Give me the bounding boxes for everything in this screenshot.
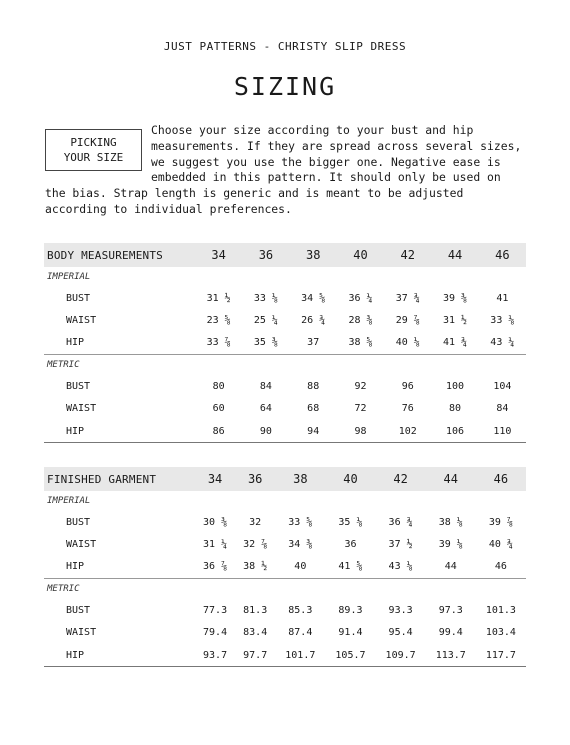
value-cell: 98 [337,420,384,443]
value-cell: 77.3 [203,604,228,616]
value-cell: 76 [401,403,414,415]
value-cell: 80 [212,380,225,392]
row-label-hip: HIP [66,337,85,349]
table-row [44,644,526,667]
unit-row-imperial [44,267,526,287]
value-cell: 84 [259,380,272,392]
value-cell: 88 [307,380,320,392]
table-row [44,599,526,621]
body-measurements-table [44,243,526,443]
value-cell: 36 ¾ [388,516,413,528]
value-cell: 34 ⅝ [301,292,326,304]
value-cell: 31 ¼ [203,539,228,551]
value-cell: 100 [446,380,465,392]
value-cell: 31 ½ [443,315,468,327]
size-header-46: 46 [476,467,526,491]
value-cell: 38 ½ [243,561,268,573]
value-cell: 60 [212,403,225,415]
size-header-46: 46 [479,243,526,267]
value-cell: 102 [384,420,431,443]
row-label-bust: BUST [66,292,91,304]
value-cell: 23 ⅝ [206,315,231,327]
box-label-line2: YOUR SIZE [63,151,124,164]
value-cell: 25 ¼ [253,315,278,327]
value-cell: 72 [354,403,367,415]
value-cell: 113.7 [426,644,476,667]
value-cell: 46 [494,561,507,573]
value-cell: 38 ⅝ [348,337,373,349]
table-header-row [44,243,526,267]
value-cell: 80 [449,403,462,415]
value-cell: 41 [496,292,509,304]
value-cell: 40 [294,561,307,573]
table-heading: BODY MEASUREMENTS [44,243,195,267]
value-cell: 90 [242,420,289,443]
value-cell: 41 ⅝ [338,561,363,573]
size-header-40: 40 [337,243,384,267]
value-cell: 104 [493,380,512,392]
value-cell: 43 ⅛ [388,561,413,573]
value-cell: 37 ½ [388,539,413,551]
row-label-bust: BUST [66,380,91,392]
table-row [44,622,526,644]
table-row [44,511,526,533]
value-cell: 39 ⅞ [488,516,513,528]
table-row [44,556,526,579]
size-header-36: 36 [242,243,289,267]
intro-paragraph: Choose your size according to your bust and hip measurements. If they are spread across several sizes, we suggest you use the bigger one. Negative ease is embedded in this pattern. It should only be used on the bias. Strap length is generic and is meant to be adjusted according to individual preferences. [45,123,522,216]
value-cell: 83.4 [243,627,268,639]
value-cell: 97.3 [438,604,463,616]
size-header-40: 40 [325,467,375,491]
value-cell: 79.4 [203,627,228,639]
value-cell: 33 ⅛ [253,292,278,304]
value-cell: 38 ⅛ [438,516,463,528]
value-cell: 32 [249,516,262,528]
size-header-38: 38 [275,467,325,491]
picking-size-box [45,129,142,171]
size-header-42: 42 [384,243,431,267]
metric-label: METRIC [44,355,526,376]
value-cell: 28 ⅜ [348,315,373,327]
row-label-hip: HIP [66,561,85,573]
table-row [44,398,526,420]
value-cell: 36 ¼ [348,292,373,304]
value-cell: 33 ⅝ [288,516,313,528]
value-cell: 40 ⅛ [395,337,420,349]
value-cell: 87.4 [288,627,313,639]
table-heading: FINISHED GARMENT [44,467,195,491]
size-header-38: 38 [290,243,337,267]
value-cell: 81.3 [243,604,268,616]
value-cell: 41 ¾ [443,337,468,349]
value-cell: 35 ⅜ [253,337,278,349]
value-cell: 85.3 [288,604,313,616]
value-cell: 117.7 [476,644,526,667]
table-row [44,375,526,397]
size-header-34: 34 [195,243,242,267]
table-row [44,533,526,555]
value-cell: 31 ½ [206,292,231,304]
value-cell: 43 ¼ [490,337,515,349]
row-label-waist: WAIST [66,315,97,327]
value-cell: 84 [496,403,509,415]
value-cell: 34 ⅜ [288,539,313,551]
unit-row-metric [44,579,526,600]
table-row [44,309,526,331]
value-cell: 91.4 [338,627,363,639]
imperial-label: IMPERIAL [47,496,91,506]
row-label-waist: WAIST [66,403,97,415]
value-cell: 26 ¾ [301,315,326,327]
value-cell: 44 [444,561,457,573]
value-cell: 97.7 [235,644,275,667]
value-cell: 39 ⅛ [438,539,463,551]
size-header-42: 42 [376,467,426,491]
row-label-bust: BUST [66,604,91,616]
value-cell: 96 [401,380,414,392]
row-label-waist: WAIST [66,539,97,551]
unit-row-imperial [44,491,526,511]
value-cell: 101.7 [275,644,325,667]
finished-garment-table [44,467,526,667]
value-cell: 94 [290,420,337,443]
size-header-44: 44 [431,243,478,267]
value-cell: 30 ⅜ [203,516,228,528]
value-cell: 33 ⅞ [206,337,231,349]
row-label-hip: HIP [44,420,195,443]
value-cell: 93.3 [388,604,413,616]
table-row [44,287,526,309]
row-label-waist: WAIST [66,627,97,639]
value-cell: 95.4 [388,627,413,639]
value-cell: 64 [259,403,272,415]
value-cell: 40 ¾ [488,539,513,551]
value-cell: 39 ⅜ [443,292,468,304]
size-header-44: 44 [426,467,476,491]
value-cell: 106 [431,420,478,443]
value-cell: 36 [344,539,357,551]
value-cell: 92 [354,380,367,392]
value-cell: 109.7 [376,644,426,667]
value-cell: 36 ⅞ [203,561,228,573]
value-cell: 103.4 [485,627,516,639]
value-cell: 89.3 [338,604,363,616]
value-cell: 101.3 [485,604,516,616]
metric-label: METRIC [44,579,526,600]
table-row [44,332,526,355]
row-label-hip: HIP [44,644,195,667]
value-cell: 29 ⅞ [395,315,420,327]
value-cell: 110 [479,420,526,443]
value-cell: 33 ⅛ [490,315,515,327]
size-header-34: 34 [195,467,235,491]
box-label-line1: PICKING [70,136,117,149]
page-title: SIZING [233,72,337,101]
value-cell: 105.7 [325,644,375,667]
value-cell: 99.4 [438,627,463,639]
unit-row-metric [44,355,526,376]
value-cell: 35 ⅛ [338,516,363,528]
imperial-label: IMPERIAL [47,272,91,282]
value-cell: 37 ¾ [395,292,420,304]
value-cell: 37 [307,337,320,349]
row-label-bust: BUST [66,516,91,528]
value-cell: 32 ⅞ [243,539,268,551]
pattern-header: JUST PATTERNS - CHRISTY SLIP DRESS [163,40,407,53]
size-header-36: 36 [235,467,275,491]
table-row [44,420,526,443]
value-cell: 86 [195,420,242,443]
value-cell: 93.7 [195,644,235,667]
value-cell: 68 [307,403,320,415]
table-header-row [44,467,526,491]
